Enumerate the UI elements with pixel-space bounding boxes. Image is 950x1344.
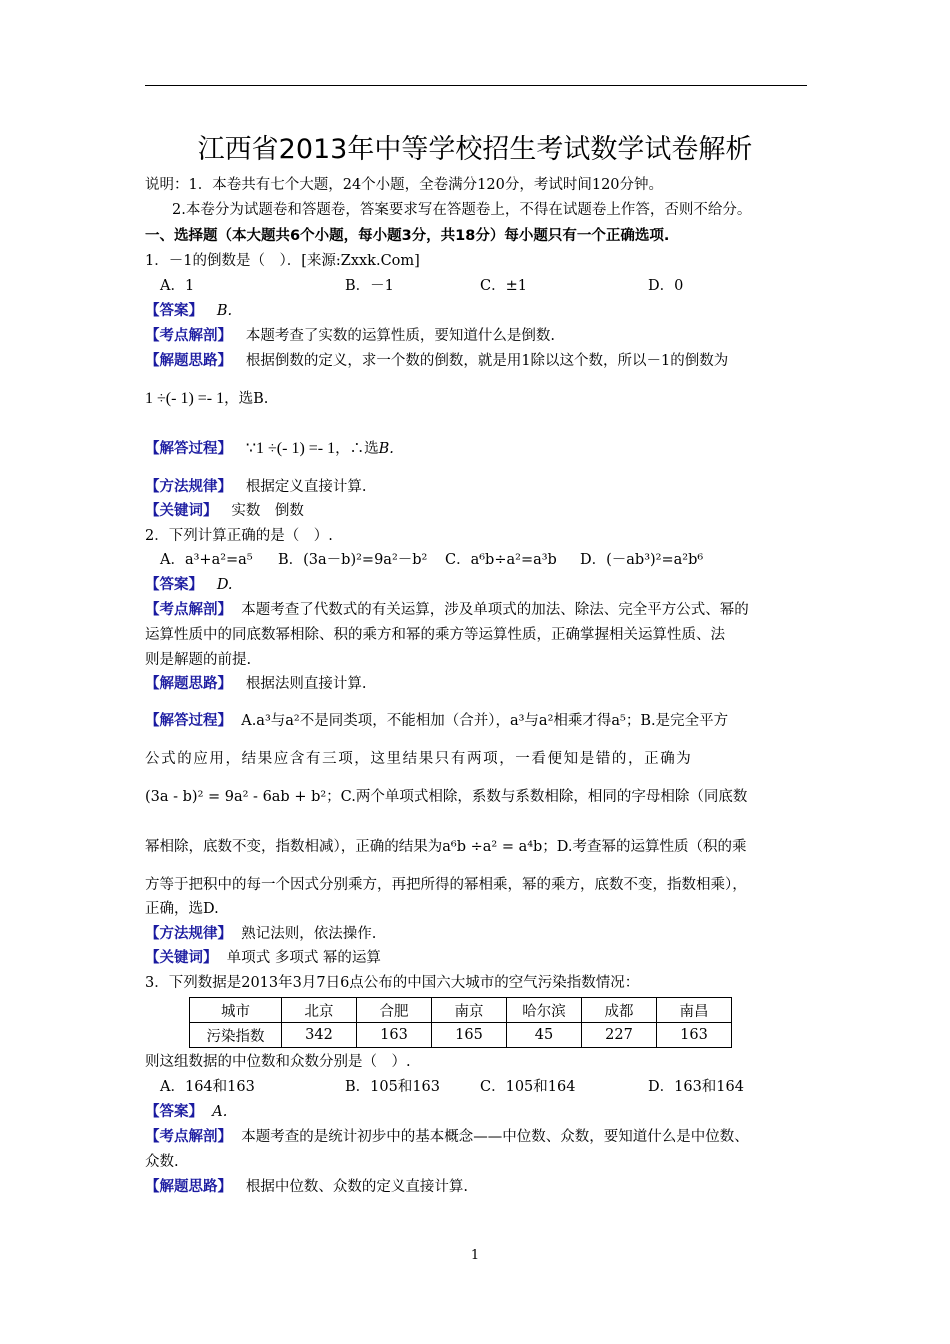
q1-keyword-line bbox=[145, 500, 304, 522]
q3-kaodian-1: 本题考查的是统计初步中的基本概念——中位数、众数，要知道什么是中位数、 bbox=[241, 1129, 749, 1145]
q2-kaodian-line-2: 运算性质中的同底数幂相除、积的乘方和幂的乘方等运算性质，正确掌握相关运算性质、法 bbox=[145, 627, 725, 643]
q3-kaodian-line-2: 众数. bbox=[145, 1154, 179, 1170]
q1-keyword: 实数 倒数 bbox=[231, 503, 304, 519]
table-header-row bbox=[190, 998, 732, 1023]
q2-guocheng-line-2: 公式的应用，结果应含有三项，这里结果只有两项，一看便知是错的，正确为 bbox=[145, 751, 693, 767]
kaodian-label: 【考点解剖】 bbox=[145, 328, 232, 344]
q1-guocheng-formula: ∵1 ÷(- 1) =- 1 bbox=[245, 440, 336, 457]
q2-kaodian-line-1 bbox=[145, 599, 749, 621]
q3-kaodian-line-1 bbox=[145, 1126, 749, 1148]
q1-option-b: B．－1 bbox=[345, 278, 394, 294]
q2-guocheng-line-6: 正确，选D. bbox=[145, 901, 219, 917]
q3-silu: 根据中位数、众数的定义直接计算. bbox=[245, 1179, 468, 1195]
q3-question: 则这组数据的中位数和众数分别是（ ）. bbox=[145, 1054, 411, 1070]
table-cell: 165 bbox=[432, 1023, 507, 1048]
q1-answer: B. bbox=[216, 303, 233, 319]
q2-fangfa-line bbox=[145, 923, 376, 945]
fangfa-label: 【方法规律】 bbox=[145, 926, 232, 942]
q3-silu-line bbox=[145, 1176, 468, 1198]
silu-label: 【解题思路】 bbox=[145, 353, 232, 369]
section-heading: 一、选择题（本大题共6个小题，每小题3分，共18分）每小题只有一个正确选项. bbox=[145, 228, 670, 244]
header-rule bbox=[145, 85, 807, 86]
table-cell: 北京 bbox=[282, 998, 357, 1023]
note-line-2: 2.本卷分为试题卷和答题卷，答案要求写在答题卷上，不得在试题卷上作答，否则不给分。 bbox=[172, 202, 752, 218]
answer-label: 【答案】 bbox=[145, 303, 203, 319]
q1-silu-formula: 1 ÷(- 1) =- 1 bbox=[145, 390, 225, 407]
q2-guocheng-line-5: 方等于把积中的每一个因式分别乘方，再把所得的幂相乘，幂的乘方，底数不变，指数相乘）， bbox=[145, 877, 747, 893]
table-cell: 污染指数 bbox=[190, 1023, 282, 1048]
q3-option-c: C．105和164 bbox=[480, 1079, 576, 1095]
q1-guocheng-tail: ，∴选 bbox=[335, 441, 379, 457]
q1-guocheng-choice: B. bbox=[378, 441, 394, 457]
table-row bbox=[190, 1023, 732, 1048]
q1-kaodian: 本题考查了实数的运算性质，要知道什么是倒数. bbox=[245, 328, 555, 344]
q2-guocheng-1: A.a³与a²不是同类项，不能相加（合并），a³与a²相乘才得a⁵；B.是完全平方 bbox=[241, 713, 729, 729]
q2-stem: 2．下列计算正确的是（ ）. bbox=[145, 528, 333, 544]
note-line-1: 说明：1．本卷共有七个大题，24个小题，全卷满分120分，考试时间120分钟。 bbox=[145, 177, 664, 193]
table-cell: 哈尔滨 bbox=[507, 998, 582, 1023]
q1-silu-tail: ，选B. bbox=[224, 391, 269, 407]
q1-answer-line bbox=[145, 300, 232, 322]
q2-option-c: C．a⁶b÷a²=a³b bbox=[445, 552, 557, 568]
q2-silu: 根据法则直接计算. bbox=[245, 676, 367, 692]
q2-fangfa: 熟记法则，依法操作. bbox=[241, 926, 377, 942]
q3-answer: A. bbox=[212, 1104, 228, 1120]
table-cell: 163 bbox=[357, 1023, 432, 1048]
table-cell: 342 bbox=[282, 1023, 357, 1048]
table-cell: 城市 bbox=[190, 998, 282, 1023]
q2-guocheng-line-3: (3a - b)² = 9a² - 6ab + b²；C.两个单项式相除，系数与系数相除，相同的字母相除（同底数 bbox=[145, 789, 748, 805]
q2-keyword: 单项式 多项式 幂的运算 bbox=[226, 950, 381, 966]
q1-option-d: D．0 bbox=[648, 278, 684, 294]
q3-stem: 3．下列数据是2013年3月7日6点公布的中国六大城市的空气污染指数情况： bbox=[145, 975, 640, 991]
q2-answer: D. bbox=[216, 577, 233, 593]
q2-option-a: A．a³+a²=a⁵ bbox=[160, 552, 253, 568]
pollution-table bbox=[189, 997, 732, 1048]
q2-guocheng-line-4: 幂相除，底数不变，指数相减），正确的结果为a⁶b ÷a² = a⁴b；D.考查幂的运算性质（积的乘 bbox=[145, 839, 747, 855]
keyword-label: 【关键词】 bbox=[145, 950, 218, 966]
guocheng-label: 【解答过程】 bbox=[145, 441, 232, 457]
table-cell: 南昌 bbox=[657, 998, 732, 1023]
q3-option-a: A．164和163 bbox=[160, 1079, 255, 1095]
q2-keyword-line bbox=[145, 947, 381, 969]
answer-label: 【答案】 bbox=[145, 1104, 203, 1120]
q2-kaodian-line-3: 则是解题的前提. bbox=[145, 652, 252, 668]
q1-kaodian-line bbox=[145, 325, 555, 347]
q1-silu-formula-line bbox=[145, 388, 268, 410]
q2-option-b: B．(3a－b)²=9a²－b² bbox=[278, 552, 428, 568]
q1-fangfa-line bbox=[145, 476, 366, 498]
q2-option-d: D．(－ab³)²=a²b⁶ bbox=[580, 552, 704, 568]
q1-silu-line bbox=[145, 350, 728, 372]
table-cell: 227 bbox=[582, 1023, 657, 1048]
table-cell: 163 bbox=[657, 1023, 732, 1048]
q2-silu-line bbox=[145, 673, 366, 695]
fangfa-label: 【方法规律】 bbox=[145, 479, 232, 495]
q3-answer-line bbox=[145, 1101, 227, 1123]
answer-label: 【答案】 bbox=[145, 577, 203, 593]
table-cell: 45 bbox=[507, 1023, 582, 1048]
q1-option-c: C．±1 bbox=[480, 278, 527, 294]
keyword-label: 【关键词】 bbox=[145, 503, 218, 519]
q1-option-a: A．1 bbox=[160, 278, 195, 294]
silu-label: 【解题思路】 bbox=[145, 1179, 232, 1195]
table-cell: 成都 bbox=[582, 998, 657, 1023]
guocheng-label: 【解答过程】 bbox=[145, 713, 232, 729]
silu-label: 【解题思路】 bbox=[145, 676, 232, 692]
kaodian-label: 【考点解剖】 bbox=[145, 602, 232, 618]
table-cell: 南京 bbox=[432, 998, 507, 1023]
q3-option-d: D．163和164 bbox=[648, 1079, 744, 1095]
q1-guocheng-line bbox=[145, 438, 394, 460]
q1-silu: 根据倒数的定义，求一个数的倒数，就是用1除以这个数，所以－1的倒数为 bbox=[245, 353, 729, 369]
q2-answer-line bbox=[145, 574, 233, 596]
page-number: 1 bbox=[470, 1248, 480, 1263]
q2-guocheng-line-1 bbox=[145, 710, 728, 732]
page-title: 江西省2013年中等学校招生考试数学试卷解析 bbox=[197, 134, 753, 165]
q3-option-b: B．105和163 bbox=[345, 1079, 441, 1095]
kaodian-label: 【考点解剖】 bbox=[145, 1129, 232, 1145]
q1-fangfa: 根据定义直接计算. bbox=[245, 479, 367, 495]
table-cell: 合肥 bbox=[357, 998, 432, 1023]
q2-kaodian-1: 本题考查了代数式的有关运算，涉及单项式的加法、除法、完全平方公式、幂的 bbox=[241, 602, 749, 618]
q1-stem: 1．－1的倒数是（ ）．[来源:Zxxk.Com] bbox=[145, 253, 420, 269]
